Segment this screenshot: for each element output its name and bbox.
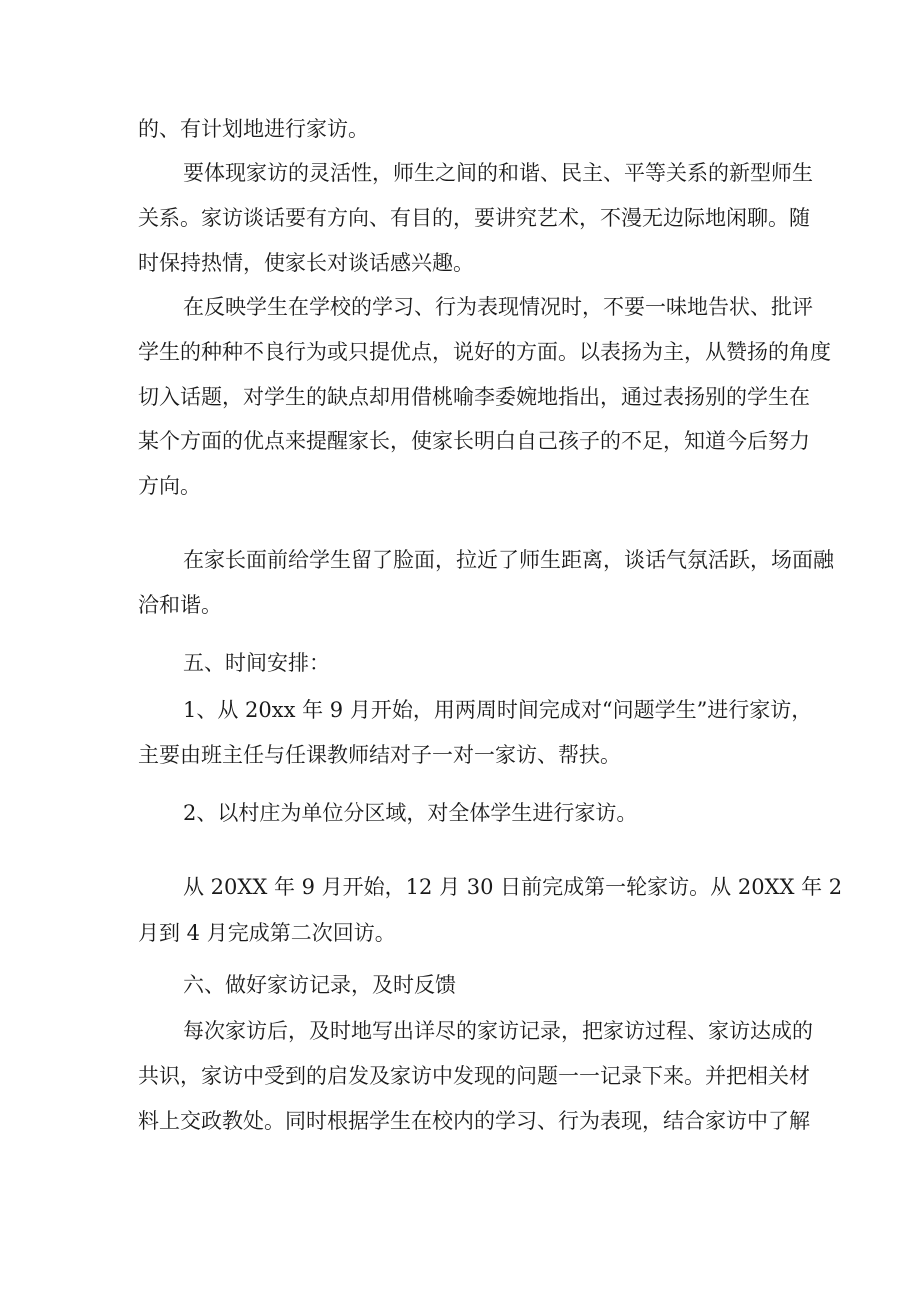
- section-heading: 五、时间安排：: [183, 651, 330, 675]
- text-line: 1、从 20xx 年 9 月开始，用两周时间完成对“问题学生”进行家访，: [183, 698, 813, 722]
- text-line: 从 20XX 年 9 月开始，12 月 30 日前完成第一轮家访。从 20XX 年 2: [183, 875, 843, 899]
- text-line: 在反映学生在学校的学习、行为表现情况时，不要一味地告状、批评: [183, 295, 813, 319]
- section-heading: 六、做好家访记录，及时反馈: [183, 973, 456, 997]
- text-line: 每次家访后，及时地写出详尽的家访记录，把家访过程、家访达成的: [183, 1019, 813, 1043]
- text-line: 2、以村庄为单位分区域，对全体学生进行家访。: [183, 801, 638, 825]
- text-line: 时保持热情，使家长对谈话感兴趣。: [138, 251, 474, 275]
- text-line: 某个方面的优点来提醒家长，使家长明白自己孩子的不足，知道今后努力: [138, 429, 810, 453]
- text-line: 共识，家访中受到的启发及家访中发现的问题一一记录下来。并把相关材: [138, 1064, 810, 1088]
- text-line: 料上交政教处。同时根据学生在校内的学习、行为表现，结合家访中了解: [138, 1109, 810, 1133]
- text-line: 主要由班主任与任课教师结对子一对一家访、帮扶。: [138, 743, 621, 767]
- text-line: 要体现家访的灵活性，师生之间的和谐、民主、平等关系的新型师生: [183, 161, 813, 185]
- text-line: 洽和谐。: [138, 593, 222, 617]
- text-line: 在家长面前给学生留了脸面，拉近了师生距离，谈话气氛活跃，场面融: [183, 548, 834, 572]
- text-line: 的、有计划地进行家访。: [138, 117, 369, 141]
- text-line: 月到 4 月完成第二次回访。: [138, 921, 396, 945]
- text-line: 切入话题，对学生的缺点却用借桃喻李委婉地指出，通过表扬别的学生在: [138, 385, 810, 409]
- text-line: 学生的种种不良行为或只提优点，说好的方面。以表扬为主，从赞扬的角度: [138, 340, 831, 364]
- text-line: 方向。: [138, 474, 201, 498]
- text-line: 关系。家访谈话要有方向、有目的，要讲究艺术，不漫无边际地闲聊。随: [138, 206, 810, 230]
